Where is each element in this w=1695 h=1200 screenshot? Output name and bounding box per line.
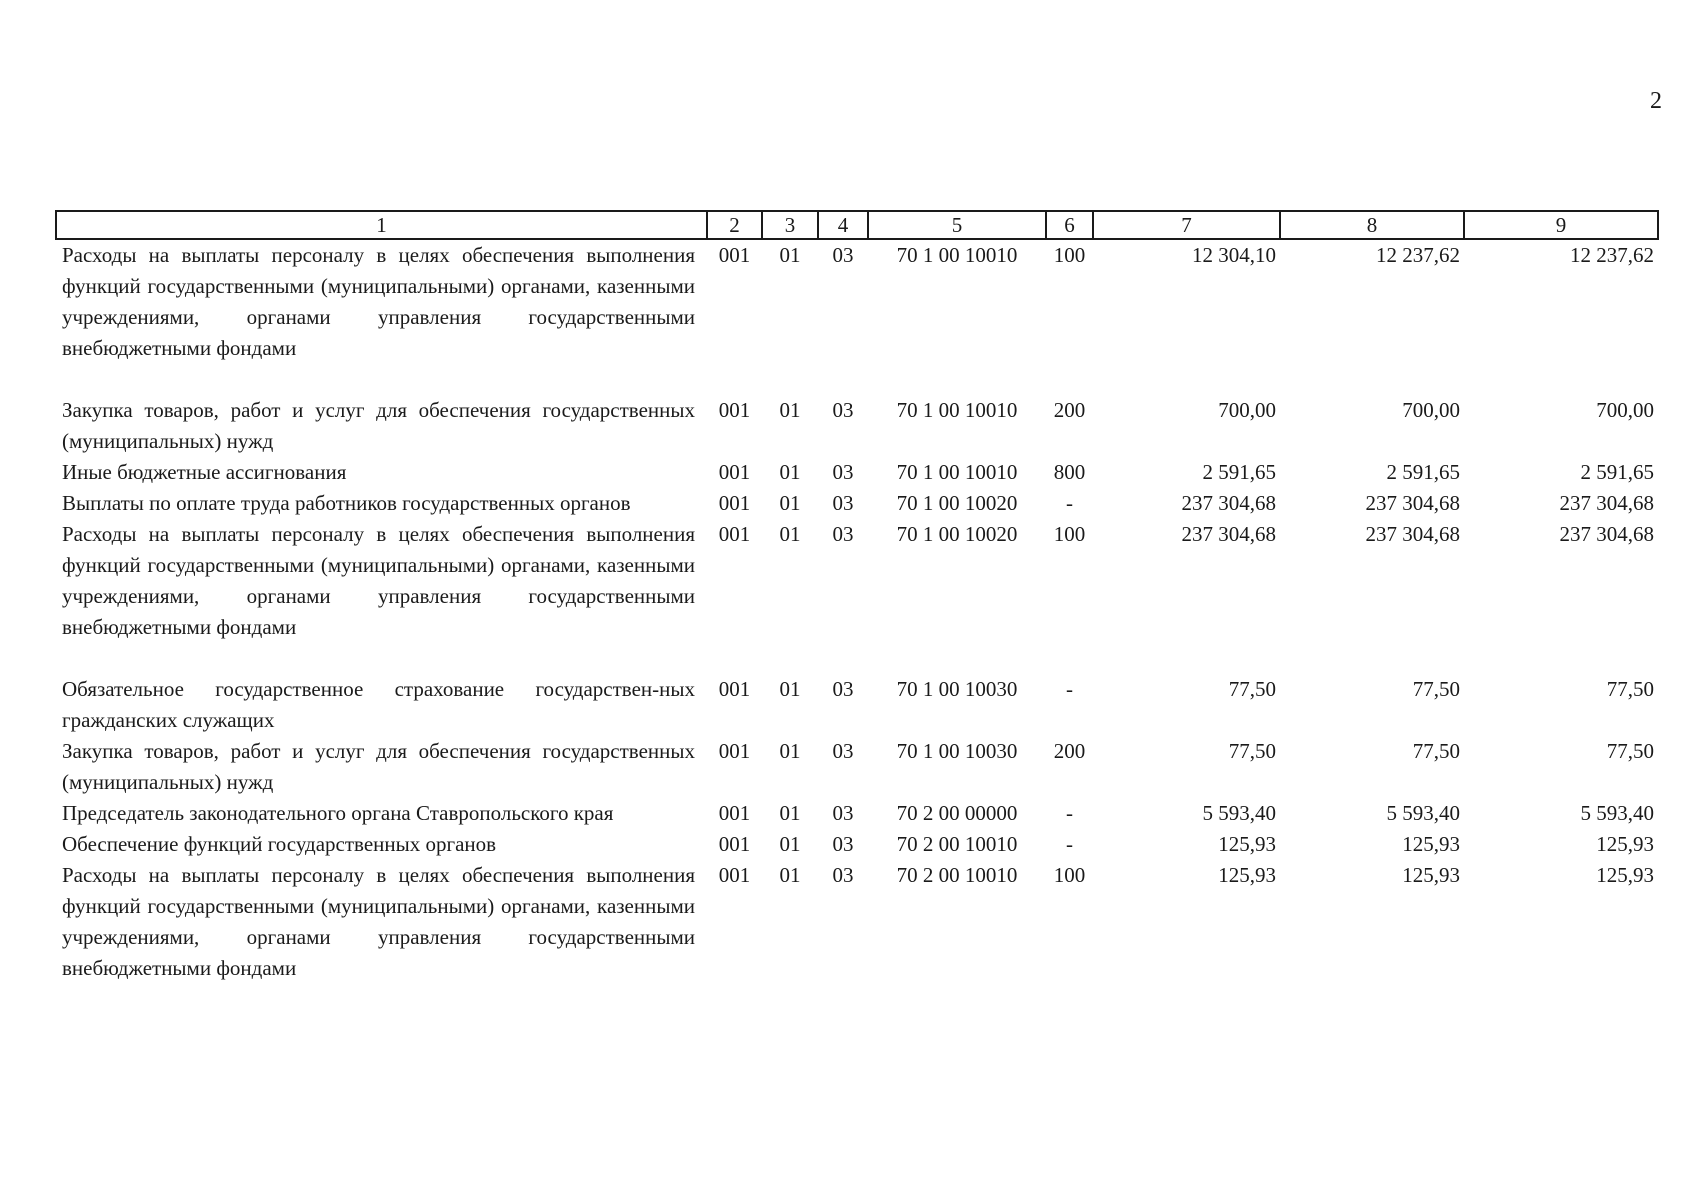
cell-amount-7: 125,93 [1218, 863, 1276, 887]
cell-code-2: 001 [718, 832, 751, 856]
budget-table [55, 210, 1659, 984]
cell-code-4: 03 [832, 801, 854, 825]
cell-code-6: 100 [1053, 522, 1086, 546]
row-name: Председатель законодательного органа Ставропольского края [62, 801, 614, 825]
cell-code-6: - [1066, 677, 1073, 701]
cell-amount-8: 77,50 [1412, 677, 1460, 701]
cell-code-6: - [1066, 801, 1073, 825]
cell-code-3: 01 [779, 801, 801, 825]
cell-amount-8: 12 237,62 [1376, 243, 1460, 267]
table-row [56, 395, 1658, 457]
cell-code-3: 01 [779, 491, 801, 515]
cell-code-4: 03 [832, 522, 854, 546]
cell-code-3: 01 [779, 832, 801, 856]
table-row [56, 488, 1658, 519]
cell-amount-8: 125,93 [1402, 863, 1460, 887]
row-name: Обеспечение функций государственных органов [62, 832, 497, 856]
cell-amount-9: 237 304,68 [1559, 522, 1654, 546]
header-cell: 9 [1464, 211, 1658, 239]
cell-code-5: 70 1 00 10030 [896, 677, 1018, 701]
cell-code-5: 70 1 00 10020 [896, 491, 1018, 515]
cell-code-4: 03 [832, 491, 854, 515]
header-row [56, 211, 1658, 239]
header-cell: 3 [762, 211, 818, 239]
cell-code-2: 001 [718, 398, 751, 422]
cell-amount-8: 2 591,65 [1386, 460, 1460, 484]
cell-code-6: 800 [1053, 460, 1086, 484]
row-name: Расходы на выплаты персоналу в целях обеспечения выполнения функций государственными (муниципальными) органами, казенными учреждениями, органами управления государственными внебюджетными фондами [62, 522, 695, 639]
header-cell: 6 [1046, 211, 1093, 239]
cell-code-2: 001 [718, 460, 751, 484]
cell-code-6: 200 [1053, 739, 1086, 763]
cell-amount-7: 5 593,40 [1202, 801, 1276, 825]
table-row [56, 674, 1658, 736]
cell-amount-9: 125,93 [1596, 863, 1654, 887]
cell-code-4: 03 [832, 460, 854, 484]
cell-code-2: 001 [718, 739, 751, 763]
row-name: Закупка товаров, работ и услуг для обеспечения государственных (муниципальных) нужд [62, 398, 695, 453]
cell-code-4: 03 [832, 863, 854, 887]
cell-code-5: 70 2 00 10010 [896, 863, 1018, 887]
cell-code-4: 03 [832, 739, 854, 763]
cell-amount-9: 2 591,65 [1580, 460, 1654, 484]
cell-amount-8: 5 593,40 [1386, 801, 1460, 825]
table-row [56, 519, 1658, 674]
cell-code-2: 001 [718, 677, 751, 701]
cell-code-5: 70 1 00 10020 [896, 522, 1018, 546]
table-row [56, 829, 1658, 860]
table-row [56, 860, 1658, 984]
cell-code-2: 001 [718, 863, 751, 887]
cell-amount-7: 125,93 [1218, 832, 1276, 856]
row-name: Расходы на выплаты персоналу в целях обеспечения выполнения функций государственными (муниципальными) органами, казенными учреждениями, органами управления государственными внебюджетными фондами [62, 863, 695, 980]
cell-amount-9: 12 237,62 [1570, 243, 1654, 267]
cell-amount-7: 77,50 [1228, 677, 1276, 701]
cell-amount-7: 2 591,65 [1202, 460, 1276, 484]
cell-amount-9: 125,93 [1596, 832, 1654, 856]
cell-amount-7: 237 304,68 [1181, 522, 1276, 546]
cell-code-4: 03 [832, 677, 854, 701]
header-cell: 8 [1280, 211, 1464, 239]
cell-amount-7: 700,00 [1218, 398, 1276, 422]
header-cell: 4 [818, 211, 868, 239]
cell-amount-8: 237 304,68 [1365, 491, 1460, 515]
table-row [56, 736, 1658, 798]
cell-code-2: 001 [718, 522, 751, 546]
cell-amount-8: 237 304,68 [1365, 522, 1460, 546]
cell-code-6: - [1066, 491, 1073, 515]
cell-code-3: 01 [779, 863, 801, 887]
cell-code-6: 100 [1053, 863, 1086, 887]
row-name: Расходы на выплаты персоналу в целях обеспечения выполнения функций государственными (муниципальными) органами, казенными учреждениями, органами управления государственными внебюджетными фондами [62, 243, 695, 360]
cell-code-2: 001 [718, 243, 751, 267]
header-cell: 5 [868, 211, 1046, 239]
header-cell: 1 [56, 211, 707, 239]
cell-code-5: 70 2 00 10010 [896, 832, 1018, 856]
cell-code-6: 200 [1053, 398, 1086, 422]
cell-code-3: 01 [779, 522, 801, 546]
cell-code-3: 01 [779, 677, 801, 701]
cell-amount-8: 700,00 [1402, 398, 1460, 422]
cell-code-6: - [1066, 832, 1073, 856]
header-cell: 2 [707, 211, 762, 239]
cell-amount-8: 77,50 [1412, 739, 1460, 763]
header-cell: 7 [1093, 211, 1280, 239]
cell-code-3: 01 [779, 398, 801, 422]
cell-code-5: 70 1 00 10010 [896, 398, 1018, 422]
cell-code-5: 70 1 00 10030 [896, 739, 1018, 763]
cell-code-6: 100 [1053, 243, 1086, 267]
row-name: Иные бюджетные ассигнования [62, 460, 347, 484]
cell-amount-9: 700,00 [1596, 398, 1654, 422]
table-row [56, 239, 1658, 395]
cell-code-2: 001 [718, 801, 751, 825]
cell-amount-9: 237 304,68 [1559, 491, 1654, 515]
row-name: Обязательное государственное страхование государствен-ных гражданских служащих [62, 677, 695, 732]
cell-amount-8: 125,93 [1402, 832, 1460, 856]
cell-code-5: 70 1 00 10010 [896, 243, 1018, 267]
table-row [56, 457, 1658, 488]
cell-amount-7: 77,50 [1228, 739, 1276, 763]
cell-code-5: 70 1 00 10010 [896, 460, 1018, 484]
cell-code-3: 01 [779, 243, 801, 267]
cell-amount-9: 77,50 [1606, 739, 1654, 763]
cell-code-2: 001 [718, 491, 751, 515]
cell-amount-7: 237 304,68 [1181, 491, 1276, 515]
cell-code-4: 03 [832, 832, 854, 856]
cell-amount-9: 77,50 [1606, 677, 1654, 701]
cell-amount-9: 5 593,40 [1580, 801, 1654, 825]
row-name: Выплаты по оплате труда работников государственных органов [62, 491, 631, 515]
cell-amount-7: 12 304,10 [1192, 243, 1276, 267]
table-row [56, 798, 1658, 829]
cell-code-4: 03 [832, 243, 854, 267]
row-name: Закупка товаров, работ и услуг для обеспечения государственных (муниципальных) нужд [62, 739, 695, 794]
cell-code-3: 01 [779, 739, 801, 763]
cell-code-4: 03 [832, 398, 854, 422]
cell-code-5: 70 2 00 00000 [896, 801, 1018, 825]
cell-code-3: 01 [779, 460, 801, 484]
page-number: 2 [1650, 88, 1662, 114]
